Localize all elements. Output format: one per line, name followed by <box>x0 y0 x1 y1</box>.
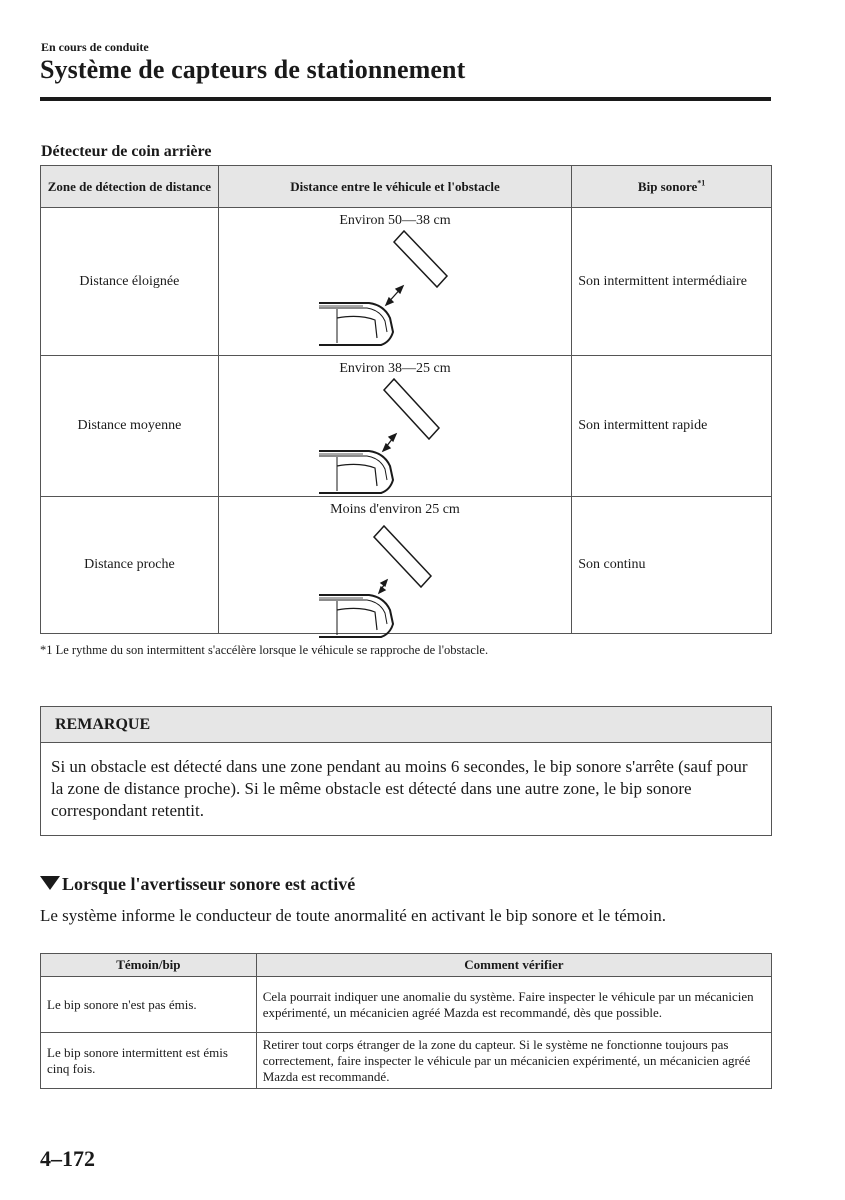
car-rear-icon <box>319 303 393 345</box>
distance-arrow <box>379 580 387 593</box>
footnote: *1 Le rythme du son intermittent s'accélère lorsque le véhicule se rapproche de l'obstacle. <box>40 643 489 657</box>
distance-cell <box>218 356 571 497</box>
remark-box <box>40 706 772 836</box>
car-obstacle-diagram <box>319 378 459 498</box>
page-title: Système de capteurs de stationnement <box>40 55 466 84</box>
table-row <box>41 356 772 497</box>
section-label: En cours de conduite <box>41 40 149 54</box>
distance-arrow <box>386 286 403 305</box>
page-number: 4–172 <box>40 1146 95 1171</box>
distance-range-label: Moins d'environ 25 cm <box>330 502 460 517</box>
beep-column-label: Bip sonore <box>637 178 698 194</box>
car-obstacle-diagram <box>319 519 459 639</box>
obstacle-wall <box>374 526 431 587</box>
obstacle-wall <box>384 379 439 439</box>
warning-heading-text: Lorsque l'avertisseur sonore est activé <box>62 874 356 894</box>
corner-detector-table <box>40 165 772 634</box>
table-row <box>41 977 772 1033</box>
table-header-row <box>41 954 772 977</box>
remark-title: REMARQUE <box>41 707 771 743</box>
title-rule <box>40 97 771 101</box>
footnote-ref: *1 <box>697 178 706 188</box>
distance-arrow <box>383 434 396 451</box>
table-row <box>41 208 772 356</box>
obstacle-wall <box>394 231 447 287</box>
check-column-header: Comment vérifier <box>256 954 771 977</box>
table-header-row <box>41 166 772 208</box>
table-row <box>41 497 772 634</box>
remark-text: Si un obstacle est détecté dans une zone pendant au moins 6 secondes, le bip sonore s'arrête (sauf pour la zone de distance proche). Si le même obstacle est détecté dans une autre zone, le bip sonore correspondant retentit. <box>51 757 748 820</box>
zone-cell: Distance moyenne <box>41 356 219 497</box>
beep-cell: Son intermittent rapide <box>572 356 772 497</box>
warning-intro: Le système informe le conducteur de toute anormalité en activant le bip sonore et le témoin. <box>40 906 666 925</box>
beep-cell: Son intermittent intermédiaire <box>572 208 772 356</box>
beep-cell: Son continu <box>572 497 772 634</box>
indicator-cell: Le bip sonore intermittent est émis cinq fois. <box>41 1033 257 1089</box>
distance-column-header: Distance entre le véhicule et l'obstacle <box>218 166 571 208</box>
car-obstacle-diagram <box>319 230 459 350</box>
distance-cell <box>218 497 571 634</box>
distance-range-label: Environ 50—38 cm <box>339 213 451 228</box>
distance-cell <box>218 208 571 356</box>
check-cell: Retirer tout corps étranger de la zone du capteur. Si le système ne fonctionne toujours pas correctement, faire inspecter le véhicule par un mécanicien expérimenté, un mécanicien agréé Mazda est recommandé. <box>256 1033 771 1089</box>
zone-cell: Distance proche <box>41 497 219 634</box>
table-row <box>41 1033 772 1089</box>
zone-cell: Distance éloignée <box>41 208 219 356</box>
car-rear-icon <box>319 595 393 637</box>
triangle-down-icon <box>40 876 60 890</box>
indicator-column-header: Témoin/bip <box>41 954 257 977</box>
zone-column-header: Zone de détection de distance <box>41 166 219 208</box>
check-table <box>40 953 772 1089</box>
indicator-cell: Le bip sonore n'est pas émis. <box>41 977 257 1033</box>
car-rear-icon <box>319 451 393 493</box>
distance-range-label: Environ 38—25 cm <box>339 361 451 376</box>
corner-detector-heading: Détecteur de coin arrière <box>41 143 212 160</box>
check-cell: Cela pourrait indiquer une anomalie du système. Faire inspecter le véhicule par un mécanicien expérimenté, un mécanicien agréé Mazda est recommandé, dès que possible. <box>256 977 771 1033</box>
beep-column-header <box>572 166 772 208</box>
warning-heading <box>40 874 355 895</box>
